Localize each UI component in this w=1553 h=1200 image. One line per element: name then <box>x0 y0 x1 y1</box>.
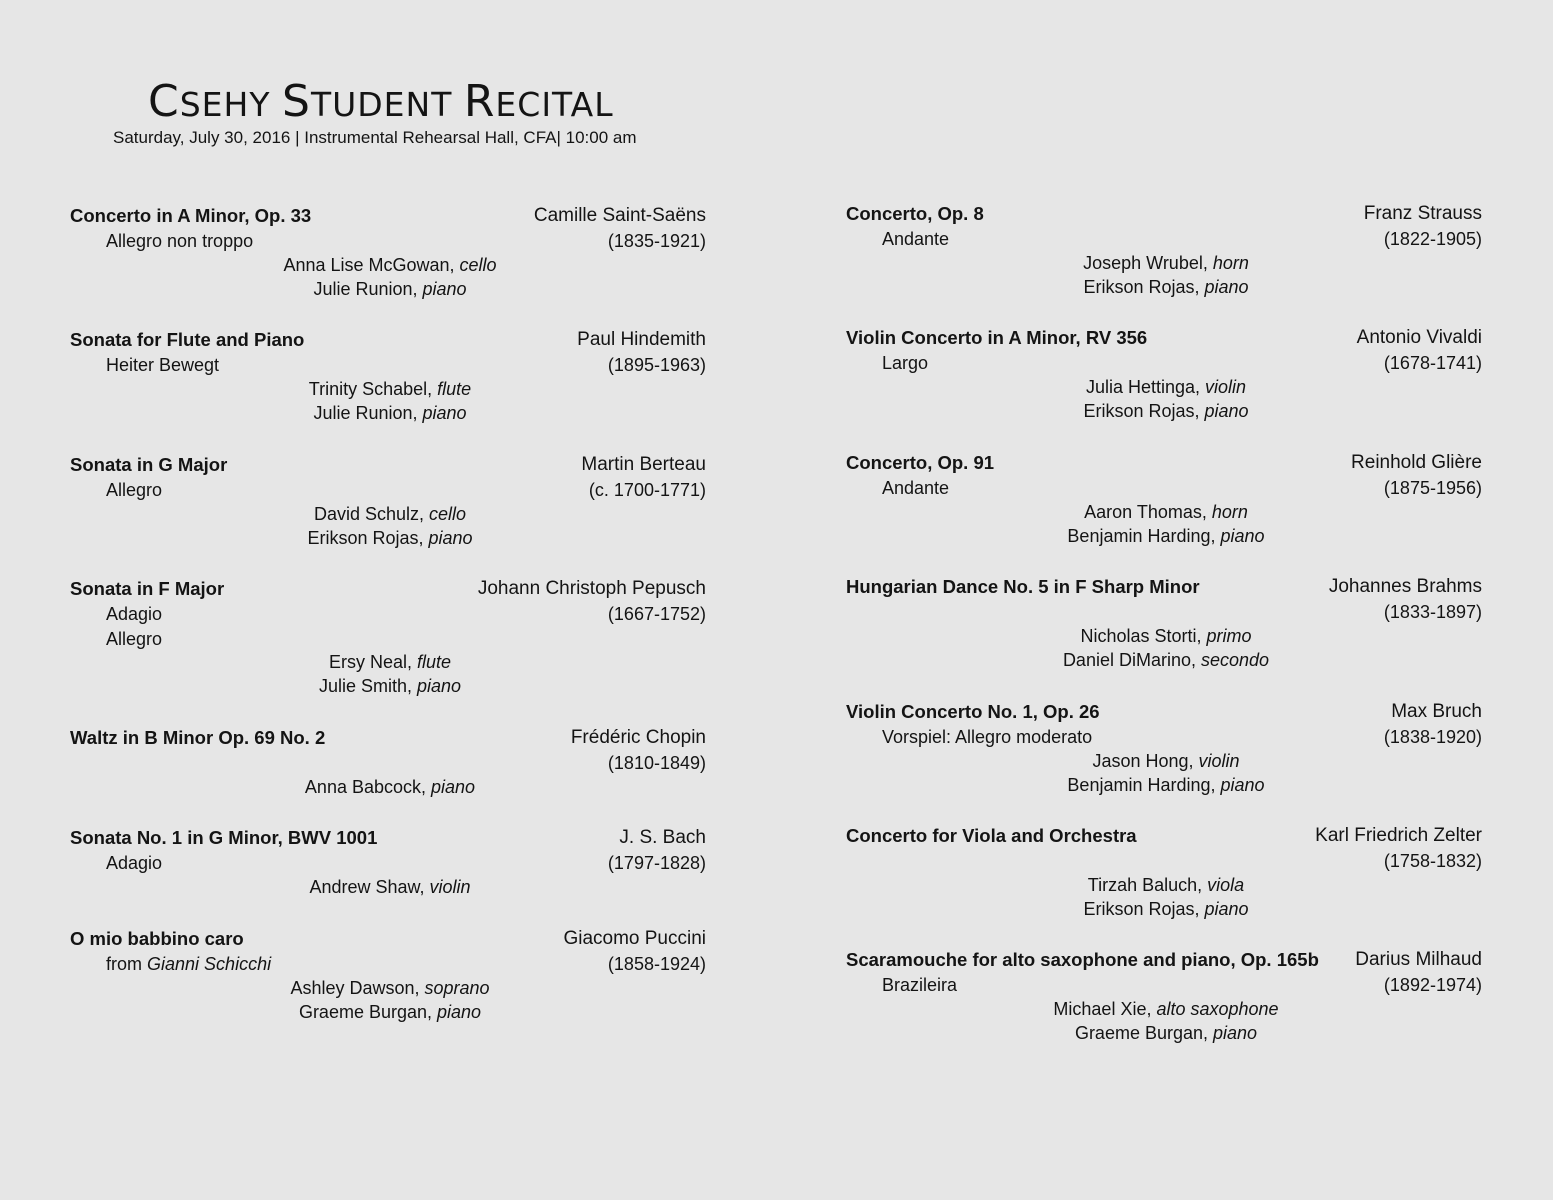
movement <box>106 952 271 976</box>
performer-name: Tirzah Baluch, <box>1087 874 1208 895</box>
performer-name: Anna Babcock, <box>304 776 432 797</box>
performer <box>70 526 710 550</box>
performer-name: Ersy Neal, <box>328 652 417 673</box>
composer-name: Paul Hindemith <box>577 329 706 350</box>
performer <box>70 674 710 698</box>
composer-name: Max Bruch <box>1391 701 1482 722</box>
performer-instrument: piano <box>428 528 473 549</box>
performer-name: Benjamin Harding, <box>1067 775 1221 796</box>
movement: Andante <box>882 478 950 498</box>
performer-name: Julia Hettinga, <box>1085 376 1206 397</box>
performer-name: Andrew Shaw, <box>309 876 430 897</box>
movement: Allegro non troppo <box>106 231 254 251</box>
work-title: Violin Concerto No. 1, Op. 26 <box>846 701 1100 722</box>
composer-dates: (1858-1924) <box>607 954 706 974</box>
work-title: Sonata for Flute and Piano <box>70 329 305 350</box>
performer-instrument: piano <box>437 1002 482 1023</box>
composer-dates: (1667-1752) <box>607 604 706 624</box>
performer <box>846 648 1486 672</box>
performer-instrument: cello <box>429 503 467 524</box>
composer-name: Johannes Brahms <box>1328 576 1482 597</box>
performer <box>846 897 1486 921</box>
program-piece <box>846 824 1486 944</box>
opera-title: Gianni Schicchi <box>147 954 272 974</box>
work-title: Hungarian Dance No. 5 in F Sharp Minor <box>846 576 1200 597</box>
performer-name: Erikson Rojas, <box>1083 899 1205 920</box>
movement: Brazileira <box>882 975 958 995</box>
performer-instrument: viola <box>1207 874 1245 895</box>
performer-instrument: primo <box>1206 625 1252 646</box>
performer-instrument: piano <box>1204 401 1249 422</box>
composer-name: Darius Milhaud <box>1355 949 1482 970</box>
composer-dates: (1838-1920) <box>1383 727 1482 747</box>
composer-name: Reinhold Glière <box>1351 452 1482 473</box>
composer-name: Antonio Vivaldi <box>1356 327 1482 348</box>
composer-name: Johann Christoph Pepusch <box>477 578 706 599</box>
performer-instrument: violin <box>1198 750 1240 771</box>
performer <box>846 524 1486 548</box>
performer-name: Michael Xie, <box>1053 998 1157 1019</box>
performer-instrument: horn <box>1212 252 1249 273</box>
performer-name: Jason Hong, <box>1092 750 1199 771</box>
composer-dates: (1822-1905) <box>1383 229 1482 249</box>
performer-instrument: piano <box>1213 1023 1258 1044</box>
performer <box>846 275 1486 299</box>
performer-name: Trinity Schabel, <box>308 378 438 399</box>
program-piece <box>70 328 710 448</box>
composer-name: Franz Strauss <box>1363 203 1482 224</box>
recital-subtitle: Saturday, July 30, 2016 | Instrumental Rehearsal Hall, CFA| 10:00 am <box>113 128 637 147</box>
performer <box>846 773 1486 797</box>
program-piece <box>846 575 1486 695</box>
performer <box>70 775 710 799</box>
performer-instrument: piano <box>431 776 476 797</box>
performer-name: Daniel DiMarino, <box>1062 650 1201 671</box>
composer-dates: (1895-1963) <box>607 355 706 375</box>
program-piece <box>846 326 1486 446</box>
performer-instrument: piano <box>417 676 462 697</box>
movement: Largo <box>882 353 929 373</box>
work-title: Waltz in B Minor Op. 69 No. 2 <box>70 727 326 748</box>
work-title: Concerto in A Minor, Op. 33 <box>70 205 312 226</box>
title-rest: SEHY <box>179 85 282 124</box>
title-initial: C <box>148 76 180 127</box>
performer-name: Erikson Rojas, <box>1083 401 1205 422</box>
title-initial: S <box>282 76 311 127</box>
composer-name: Giacomo Puccini <box>563 928 706 949</box>
composer-name: Camille Saint-Saëns <box>533 205 706 226</box>
performer-name: Joseph Wrubel, <box>1083 252 1213 273</box>
work-title: Violin Concerto in A Minor, RV 356 <box>846 327 1148 348</box>
performer-instrument: piano <box>1220 775 1265 796</box>
performer-name: Julie Runion, <box>313 279 423 300</box>
work-title: Concerto, Op. 8 <box>846 203 984 224</box>
work-title: Sonata in F Major <box>70 578 225 599</box>
performer <box>70 253 710 277</box>
performer <box>70 401 710 425</box>
performer-instrument: piano <box>422 403 467 424</box>
performer-name: Anna Lise McGowan, <box>283 254 460 275</box>
performer <box>70 277 710 301</box>
program-piece <box>70 577 710 697</box>
performer <box>70 502 710 526</box>
performer <box>846 399 1486 423</box>
performer-name: Erikson Rojas, <box>307 528 429 549</box>
program-piece <box>846 700 1486 820</box>
performer <box>846 375 1486 399</box>
performer <box>846 749 1486 773</box>
program-piece <box>846 948 1486 1068</box>
composer-name: Martin Berteau <box>581 454 706 475</box>
performer-instrument: flute <box>417 652 452 673</box>
movement: Allegro <box>106 480 163 500</box>
recital-title <box>148 76 614 127</box>
performer-name: Julie Runion, <box>313 403 423 424</box>
program-piece <box>846 202 1486 322</box>
movement: Adagio <box>106 604 163 624</box>
title-rest: TUDENT <box>310 85 464 124</box>
movement: Andante <box>882 229 950 249</box>
work-title: Concerto for Viola and Orchestra <box>846 825 1137 846</box>
movement: Vorspiel: Allegro moderato <box>882 727 1093 747</box>
performer <box>70 650 710 674</box>
work-title: O mio babbino caro <box>70 928 244 949</box>
performer-instrument: cello <box>459 254 497 275</box>
performer-name: Nicholas Storti, <box>1080 625 1207 646</box>
composer-dates: (1758-1832) <box>1383 851 1482 871</box>
performer-instrument: flute <box>437 378 472 399</box>
work-title: Scaramouche for alto saxophone and piano, Op. 165b <box>846 949 1319 970</box>
performer-instrument: soprano <box>424 977 490 998</box>
movement: Adagio <box>106 853 163 873</box>
performer-instrument: piano <box>1204 899 1249 920</box>
composer-name: Karl Friedrich Zelter <box>1315 825 1482 846</box>
composer-name: J. S. Bach <box>619 827 706 848</box>
work-title: Concerto, Op. 91 <box>846 452 995 473</box>
program-piece <box>70 453 710 573</box>
composer-dates: (1678-1741) <box>1383 353 1482 373</box>
composer-dates: (1892-1974) <box>1383 975 1482 995</box>
performer <box>846 500 1486 524</box>
performer <box>846 873 1486 897</box>
performer-name: Graeme Burgan, <box>298 1002 438 1023</box>
program-piece <box>70 204 710 324</box>
performer-instrument: secondo <box>1201 650 1270 671</box>
performer <box>846 1021 1486 1045</box>
performer-name: David Schulz, <box>313 503 430 524</box>
performer-name: Aaron Thomas, <box>1084 501 1212 522</box>
performer <box>70 377 710 401</box>
work-title: Sonata No. 1 in G Minor, BWV 1001 <box>70 827 378 848</box>
performer-name: Ashley Dawson, <box>290 977 425 998</box>
performer-name: Julie Smith, <box>318 676 417 697</box>
movement: Heiter Bewegt <box>106 355 220 375</box>
title-rest: ECITAL <box>495 85 614 124</box>
title-initial: R <box>463 76 496 127</box>
performer-instrument: piano <box>422 279 467 300</box>
performer-instrument: alto saxophone <box>1156 998 1279 1019</box>
composer-dates: (1810-1849) <box>607 753 706 773</box>
performer <box>846 997 1486 1021</box>
performer-instrument: violin <box>429 876 471 897</box>
performer <box>846 624 1486 648</box>
performer-instrument: horn <box>1211 501 1248 522</box>
performer-name: Graeme Burgan, <box>1074 1023 1214 1044</box>
work-title: Sonata in G Major <box>70 454 228 475</box>
performer-name: Benjamin Harding, <box>1067 526 1221 547</box>
program-piece <box>70 927 710 1047</box>
performer-instrument: piano <box>1204 277 1249 298</box>
composer-dates: (1875-1956) <box>1383 478 1482 498</box>
performer <box>846 251 1486 275</box>
composer-dates: (1833-1897) <box>1383 602 1482 622</box>
composer-dates: (1797-1828) <box>607 853 706 873</box>
performer <box>70 1000 710 1024</box>
performer <box>70 976 710 1000</box>
performer <box>70 875 710 899</box>
program-piece <box>846 451 1486 571</box>
performer-instrument: violin <box>1205 376 1247 397</box>
performer-name: Erikson Rojas, <box>1083 277 1205 298</box>
composer-name: Frédéric Chopin <box>570 727 706 748</box>
composer-dates: (c. 1700-1771) <box>588 480 706 500</box>
movement-prefix: from <box>106 954 148 974</box>
movement: Allegro <box>106 628 163 649</box>
composer-dates: (1835-1921) <box>607 231 706 251</box>
performer-instrument: piano <box>1220 526 1265 547</box>
